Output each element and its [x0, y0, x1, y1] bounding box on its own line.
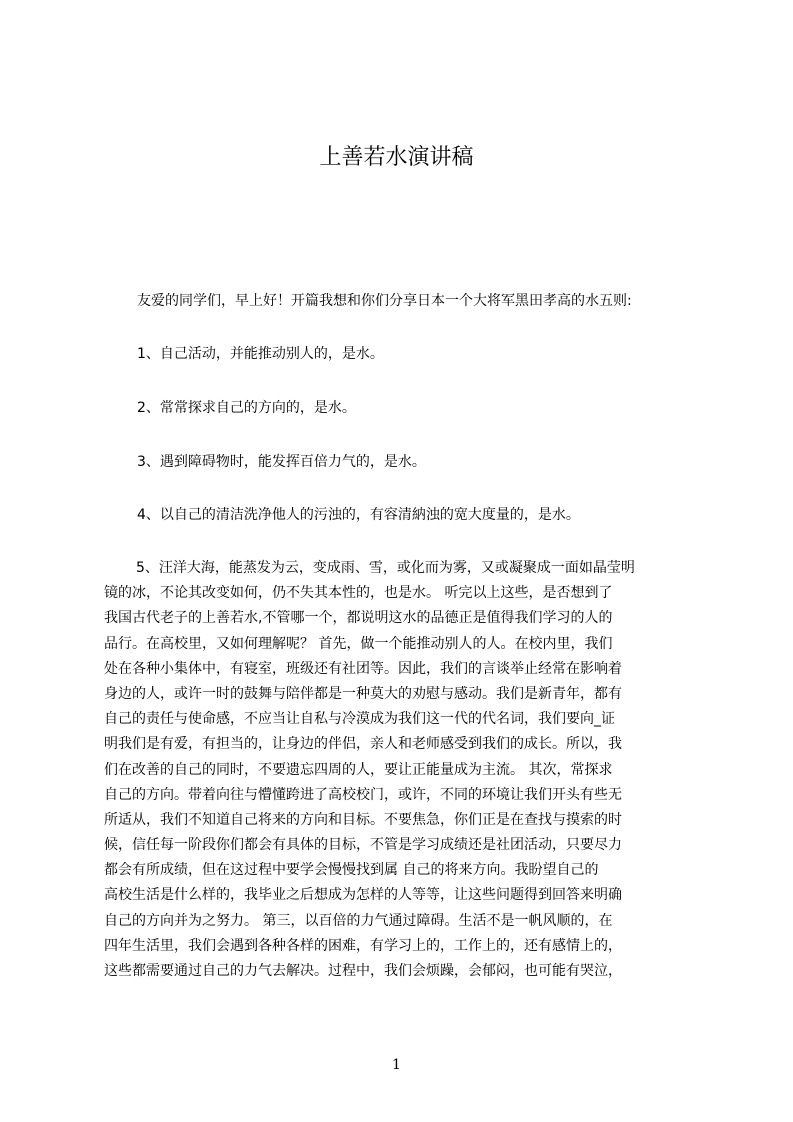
rule-2: 2、常常探求自己的方向的，是水。	[137, 400, 356, 416]
body-line: 品行。在高校里，又如何理解呢？ 首先，做一个能推动别人的人。在校内里，我们	[104, 635, 613, 652]
body-line: 自己的责任与使命感，不应当让自私与冷漠成为我们这一代的代名词，我们要向_证	[104, 711, 615, 728]
body-line: 们在改善的自己的同时，不要遗忘四周的人，要让正能量成为主流。 其次，常探求	[104, 761, 613, 778]
body-line: 候，信任每一阶段你们都会有具体的目标，不管是学习成绩还是社团活动，只要尽力	[104, 837, 622, 854]
body-line: 我国古代老子的上善若水,不管哪一个，都说明这水的品德正是值得我们学习的人的	[104, 610, 613, 627]
intro-paragraph: 友爱的同学们，早上好！开篇我想和你们分享日本一个大将军黑田孝高的水五则:	[137, 293, 632, 309]
rule-3: 3、遇到障碍物时，能发挥百倍力气的，是水。	[137, 454, 426, 470]
body-line: 镜的冰，不论其改变如何，仍不失其本性的，也是水。 听完以上这些，是否想到了	[104, 585, 613, 602]
body-line: 这些都需要通过自己的力气去解决。过程中，我们会烦躁，会郁闷，也可能有哭泣，	[104, 963, 622, 979]
body-line: 明我们是有爱，有担当的，让身边的伴侣，亲人和老师感受到我们的成长。所以，我	[104, 736, 622, 753]
rule-4: 4、以自己的清洁洗净他人的污浊的，有容清納浊的宽大度量的，是水。	[137, 507, 580, 523]
body-line: 自己的方向并为之努力。 第三，以百倍的力气通过障碍。生活不是一帆风顺的，在	[104, 912, 613, 929]
body-line: 所适从，我们不知道自己将来的方向和目标。不要焦急，你们正是在查找与摸索的时	[104, 811, 622, 828]
body-line: 高校生活是什么样的，我毕业之后想成为怎样的人等等，让这些问题得到回答来明确	[104, 887, 622, 904]
body-line: 5、汪洋大海，能蒸发为云，变成雨、雪，或化而为雾，又或凝聚成一面如晶莹明	[136, 560, 635, 576]
body-paragraph	[104, 556, 714, 984]
rule-1: 1、自己活动，并能推动别人的，是水。	[137, 346, 384, 362]
body-line: 自己的方向。带着向往与懵懂跨进了高校校门，或许，不同的环境让我们开头有些无	[104, 786, 622, 803]
body-line: 身边的人，或许一时的鼓舞与陪伴都是一种莫大的劝慰与感动。我们是新青年，都有	[104, 685, 622, 702]
body-line: 处在各种小集体中，有寝室，班级还有社团等。因此，我们的言谈举止经常在影响着	[104, 660, 622, 677]
page-number: 1	[392, 1057, 401, 1073]
body-line: 四年生活里，我们会遇到各种各样的困难，有学习上的，工作上的，还有感情上的，	[104, 937, 622, 954]
body-line: 都会有所成绩，但在这过程中要学会慢慢找到属 自己的将来方向。我盼望自己的	[104, 862, 599, 879]
document-title: 上善若水演讲稿	[319, 145, 474, 170]
